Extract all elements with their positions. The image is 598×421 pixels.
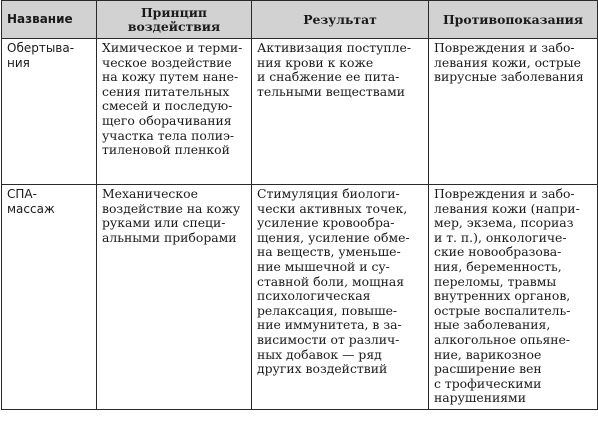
cell-line: тельными веществами — [257, 83, 405, 99]
cell-line: ставной боли, мощная — [257, 273, 405, 289]
header-text: Название — [7, 12, 73, 27]
cell-line: руками или специ- — [102, 215, 226, 231]
header-text: Принцип — [140, 4, 208, 20]
cell-line: ские новообразова- — [434, 244, 562, 260]
cell-line: Стимуляция биологи- — [257, 186, 400, 201]
header-text: Противопоказания — [442, 11, 584, 27]
table-row — [2, 39, 598, 185]
cell-line: чески активных точек, — [257, 200, 408, 216]
table-header-row — [2, 1, 598, 39]
cell-line: висимости от различ- — [257, 331, 400, 347]
cell-line: внутренних органов, — [434, 288, 571, 304]
cell-line: воздействие на кожу — [102, 200, 241, 216]
cell-result — [252, 185, 429, 410]
cell-line: мер, экзема, псориаз — [434, 215, 574, 231]
cell-name — [2, 185, 97, 410]
cell-line: левания кожи (напри- — [434, 200, 580, 216]
cell-line: щения, усиление обме- — [257, 229, 410, 245]
header-principle — [97, 1, 252, 39]
cell-contraindications — [429, 39, 598, 185]
header-name — [2, 1, 97, 39]
cell-line: острые воспалитель- — [434, 302, 571, 318]
cell-line: и т. п.), онкологиче- — [434, 229, 567, 245]
cell-line: Повреждения и забо- — [434, 40, 575, 55]
cell-line: алкогольное опьяне- — [434, 331, 571, 347]
table-row — [2, 185, 598, 410]
procedures-table — [1, 0, 598, 410]
cell-line: альными приборами — [102, 229, 237, 245]
cell-line: ния, беременность, — [434, 258, 562, 274]
cell-line: релаксация, повыше- — [257, 302, 398, 318]
cell-line: ния — [7, 55, 30, 70]
cell-line: расширение вен — [434, 361, 542, 377]
cell-line: ние, варикозное — [434, 346, 542, 362]
cell-line: на веществ, уменьше- — [257, 244, 401, 260]
cell-line: массаж — [7, 201, 55, 216]
cell-principle — [97, 39, 252, 185]
cell-line: участка тела полиэ- — [102, 127, 235, 143]
cell-line: усиление кровообра- — [257, 215, 395, 231]
cell-line: ния крови к коже — [257, 54, 374, 70]
cell-line: Активизация поступле- — [257, 40, 412, 55]
cell-line: щего оборачивания — [102, 112, 232, 128]
header-contraindications — [429, 1, 598, 39]
cell-line: и снабжение ее пита- — [257, 69, 400, 85]
cell-name — [2, 39, 97, 185]
cell-line: ные заболевания, — [434, 317, 551, 333]
cell-line: вирусные заболевания — [434, 69, 584, 85]
cell-line: Механическое — [102, 186, 198, 201]
cell-line: ние иммунитета, в за- — [257, 317, 402, 333]
cell-line: ных добавок — ряд — [257, 346, 382, 362]
cell-line: тиленовой пленкой — [102, 142, 230, 158]
cell-contraindications — [429, 185, 598, 410]
cell-result — [252, 39, 429, 185]
table-body — [2, 39, 598, 410]
cell-line: Обертыва- — [7, 41, 75, 55]
cell-line: смесей и последую- — [102, 98, 233, 114]
cell-line: СПА- — [7, 187, 37, 201]
cell-principle — [97, 185, 252, 410]
cell-line: Химическое и терми- — [102, 40, 243, 55]
cell-line: с трофическими — [434, 375, 542, 391]
header-text: воздействия — [127, 18, 221, 34]
cell-line: Повреждения и забо- — [434, 186, 575, 201]
header-result — [252, 1, 429, 39]
cell-line: переломы, травмы — [434, 273, 557, 289]
cell-line: других воздействий — [257, 361, 388, 377]
cell-line: на кожу путем нане- — [102, 69, 239, 85]
header-text: Результат — [303, 11, 377, 27]
cell-line: левания кожи, острые — [434, 54, 581, 70]
cell-line: сения питательных — [102, 83, 230, 99]
cell-line: психологическая — [257, 288, 371, 304]
cell-line: нарушениями — [434, 390, 526, 406]
cell-line: ние мышечной и су- — [257, 258, 390, 274]
cell-line: ческое воздействие — [102, 54, 232, 70]
